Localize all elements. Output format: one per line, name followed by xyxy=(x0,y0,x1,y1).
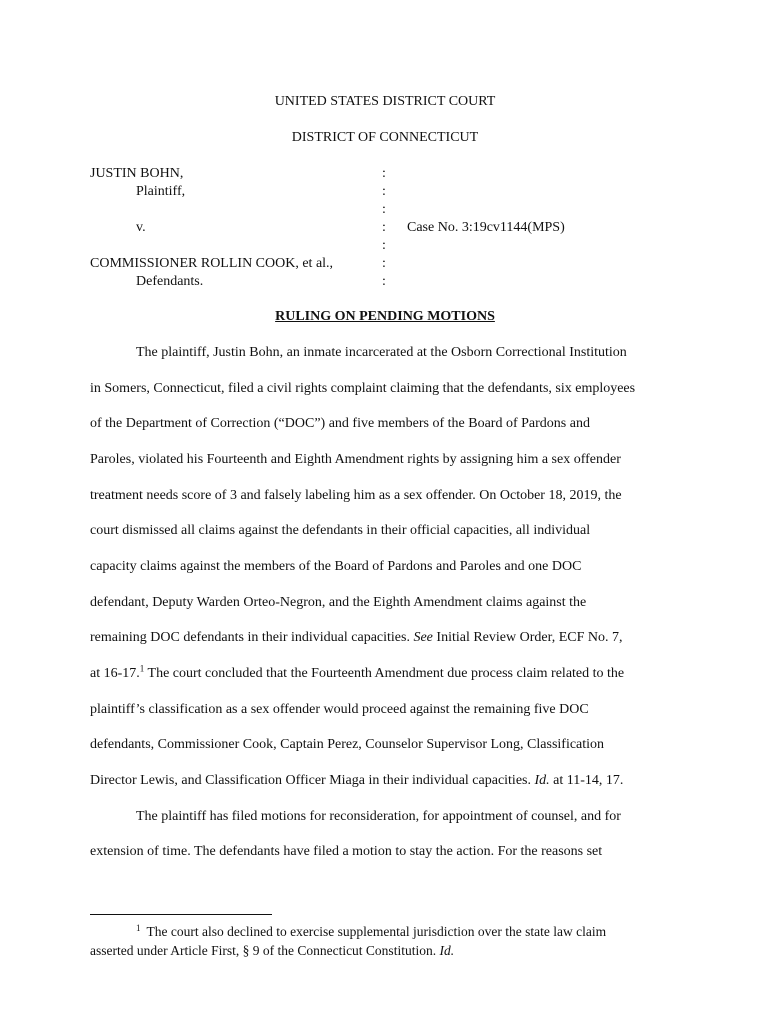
body-line: defendants, Commissioner Cook, Captain Perez, Counselor Supervisor Long, Classification xyxy=(90,737,605,752)
body-line: treatment needs score of 3 and falsely labeling him as a sex offender. On October 18, 2019, the xyxy=(90,488,622,503)
citation-id: Id. xyxy=(534,773,550,788)
text-run: at 16-17. xyxy=(90,666,140,681)
caption-colon: : xyxy=(382,274,386,289)
text-run: remaining DOC defendants in their individual capacities. xyxy=(90,630,414,645)
text-run: Director Lewis, and Classification Officer Miaga in their individual capacities. xyxy=(90,773,535,788)
body-line: capacity claims against the members of the Board of Pardons and Paroles and one DOC xyxy=(90,559,582,574)
body-line: court dismissed all claims against the defendants in their official capacities, all individual xyxy=(90,523,591,538)
footnote-reference: 1 xyxy=(139,663,145,674)
defendant-role: Defendants. xyxy=(136,274,204,289)
body-line xyxy=(90,773,623,789)
body-line: The plaintiff has filed motions for reconsideration, for appointment of counsel, and for xyxy=(136,809,621,824)
body-line: of the Department of Correction (“DOC”) and five members of the Board of Pardons and xyxy=(90,416,590,431)
text-run: The court concluded that the Fourteenth Amendment due process claim related to the xyxy=(144,666,625,681)
text-run: asserted under Article First, § 9 of the Connecticut Constitution. xyxy=(90,943,440,958)
defendant-name: COMMISSIONER ROLLIN COOK, et al., xyxy=(90,256,334,271)
caption-colon: : xyxy=(382,238,386,253)
body-line: in Somers, Connecticut, filed a civil rights complaint claiming that the defendants, six employees xyxy=(90,381,636,396)
body-line: The plaintiff, Justin Bohn, an inmate incarcerated at the Osborn Correctional Institution xyxy=(136,345,627,360)
ruling-heading: RULING ON PENDING MOTIONS xyxy=(275,309,495,324)
caption-colon: : xyxy=(382,256,386,271)
caption-colon: : xyxy=(382,166,386,181)
body-line xyxy=(90,663,625,682)
text-run: at 11-14, 17. xyxy=(549,773,624,788)
plaintiff-name: JUSTIN BOHN, xyxy=(90,166,184,181)
court-district: DISTRICT OF CONNECTICUT xyxy=(291,130,479,145)
body-line xyxy=(90,630,622,646)
versus: v. xyxy=(136,220,146,235)
caption-colon: : xyxy=(382,202,386,217)
body-line: extension of time. The defendants have filed a motion to stay the action. For the reasons set xyxy=(90,844,603,859)
footnote-line xyxy=(90,943,454,959)
text-run: The court also declined to exercise supplemental jurisdiction over the state law claim xyxy=(146,924,607,939)
body-line: Paroles, violated his Fourteenth and Eighth Amendment rights by assigning him a sex offender xyxy=(90,452,621,467)
plaintiff-role: Plaintiff, xyxy=(136,184,186,199)
case-number: Case No. 3:19cv1144(MPS) xyxy=(407,220,565,235)
citation-signal: See xyxy=(413,630,433,645)
footnote-number: 1 xyxy=(136,923,141,933)
caption-colon: : xyxy=(382,184,386,199)
caption-colon: : xyxy=(382,220,386,235)
citation-id: Id. xyxy=(439,943,455,958)
court-name: UNITED STATES DISTRICT COURT xyxy=(274,94,496,109)
body-line: defendant, Deputy Warden Orteo-Negron, and the Eighth Amendment claims against the xyxy=(90,595,587,610)
footnote-divider xyxy=(90,914,272,915)
footnote-line xyxy=(136,924,606,940)
text-run: Initial Review Order, ECF No. 7, xyxy=(432,630,623,645)
body-line: plaintiff’s classification as a sex offender would proceed against the remaining five DOC xyxy=(90,702,589,717)
